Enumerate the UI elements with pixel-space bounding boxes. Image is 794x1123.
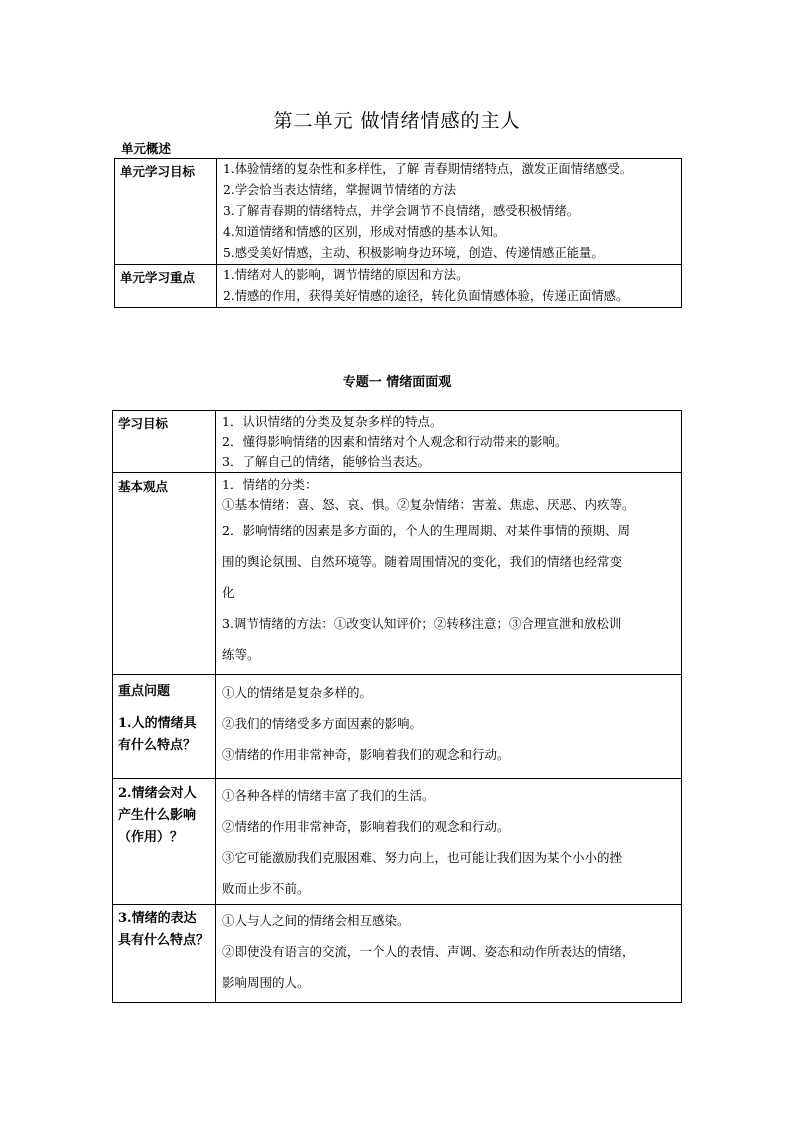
question-2-header (113, 779, 216, 905)
list-item: ①各种各样的情绪丰富了我们的生活。 (222, 788, 435, 803)
table-row (113, 675, 682, 779)
question-1-answer (216, 675, 682, 779)
list-item: ③情绪的作用非常神奇，影响着我们的观念和行动。 (222, 747, 510, 762)
question-1-title: 1.人的情绪具有什么特点？ (118, 716, 197, 753)
question-2-title: 2.情绪会对人产生什么影响（作用）？ (118, 786, 197, 845)
question-2-answer (216, 779, 682, 905)
key-questions-label: 重点问题 (118, 684, 171, 699)
question-3-header (113, 905, 216, 1003)
question-1-header (113, 675, 216, 779)
list-item: 1.情绪对人的影响，调节情绪的原因和方法。 (223, 268, 469, 282)
list-item: 1．认识情绪的分类及复杂多样的特点。 (222, 414, 443, 429)
list-item: 1.体验情绪的复杂性和多样性，了解 青春期情绪特点，激发正面情绪感受。 (223, 162, 633, 176)
list-item: 练等。 (222, 647, 260, 662)
list-item: 2．影响情绪的因素是多方面的，个人的生理周期、对某件事情的预期、周 (222, 523, 630, 538)
unit-goals-content (217, 159, 682, 265)
list-item: 围的舆论氛围、自然环境等。随着周围情况的变化，我们的情绪也经常变 (222, 554, 623, 569)
question-3-answer (216, 905, 682, 1003)
table-row (113, 473, 682, 675)
table-row (113, 905, 682, 1003)
views-content (216, 473, 682, 675)
question-3-title: 3.情绪的表达具有什么特点？ (118, 911, 210, 948)
list-item: ①人与人之间的情绪会相互感染。 (222, 913, 410, 928)
table-row (115, 159, 682, 265)
list-item: 影响周围的人。 (222, 975, 310, 990)
topic-title: 专题一 情绪面面观 (342, 375, 452, 390)
unit-focus-content (217, 265, 682, 308)
page-title: 第二单元 做情绪情感的主人 (273, 110, 521, 132)
list-item: ②情绪的作用非常神奇，影响着我们的观念和行动。 (222, 819, 510, 834)
list-item: 1．情绪的分类： (222, 477, 318, 492)
list-item: ①人的情绪是复杂多样的。 (222, 685, 373, 700)
list-item: 败而止步不前。 (222, 881, 310, 896)
table-row (115, 265, 682, 308)
section-label: 单元概述 (121, 141, 172, 156)
goals-header: 学习目标 (113, 411, 216, 473)
views-header: 基本观点 (113, 473, 216, 675)
list-item: 2.学会恰当表达情绪，掌握调节情绪的方法 (223, 183, 457, 197)
list-item: 4.知道情绪和情感的区别，形成对情感的基本认知。 (223, 225, 506, 239)
unit-overview-table (114, 158, 682, 308)
table-row (113, 411, 682, 473)
list-item: 3.了解青春期的情绪特点，并学会调节不良情绪，感受积极情绪。 (223, 204, 580, 218)
list-item: 3．了解自己的情绪，能够恰当表达。 (222, 454, 430, 469)
list-item: ②我们的情绪受多方面因素的影响。 (222, 716, 423, 731)
unit-goals-header: 单元学习目标 (115, 159, 217, 265)
list-item: 化 (222, 585, 235, 600)
list-item: 3.调节情绪的方法：①改变认知评价；②转移注意；③合理宣泄和放松训 (222, 616, 622, 631)
list-item: ①基本情绪：喜、怒、哀、惧。②复杂情绪：害羞、焦虑、厌恶、内疚等。 (222, 497, 635, 512)
unit-focus-header: 单元学习重点 (115, 265, 217, 308)
list-item: 2.情感的作用，获得美好情感的途径，转化负面情感体验，传递正面情感。 (223, 289, 629, 303)
table-row (113, 779, 682, 905)
list-item: ③它可能激励我们克服困难、努力向上，也可能让我们因为某个小小的挫 (222, 850, 623, 865)
list-item: 2．懂得影响情绪的因素和情绪对个人观念和行动带来的影响。 (222, 434, 568, 449)
topic-table (112, 410, 682, 1003)
list-item: ②即使没有语言的交流，一个人的表情、声调、姿态和动作所表达的情绪， (222, 944, 635, 959)
goals-content (216, 411, 682, 473)
list-item: 5.感受美好情感，主动、积极影响身边环境，创造、传递情感正能量。 (223, 246, 604, 260)
